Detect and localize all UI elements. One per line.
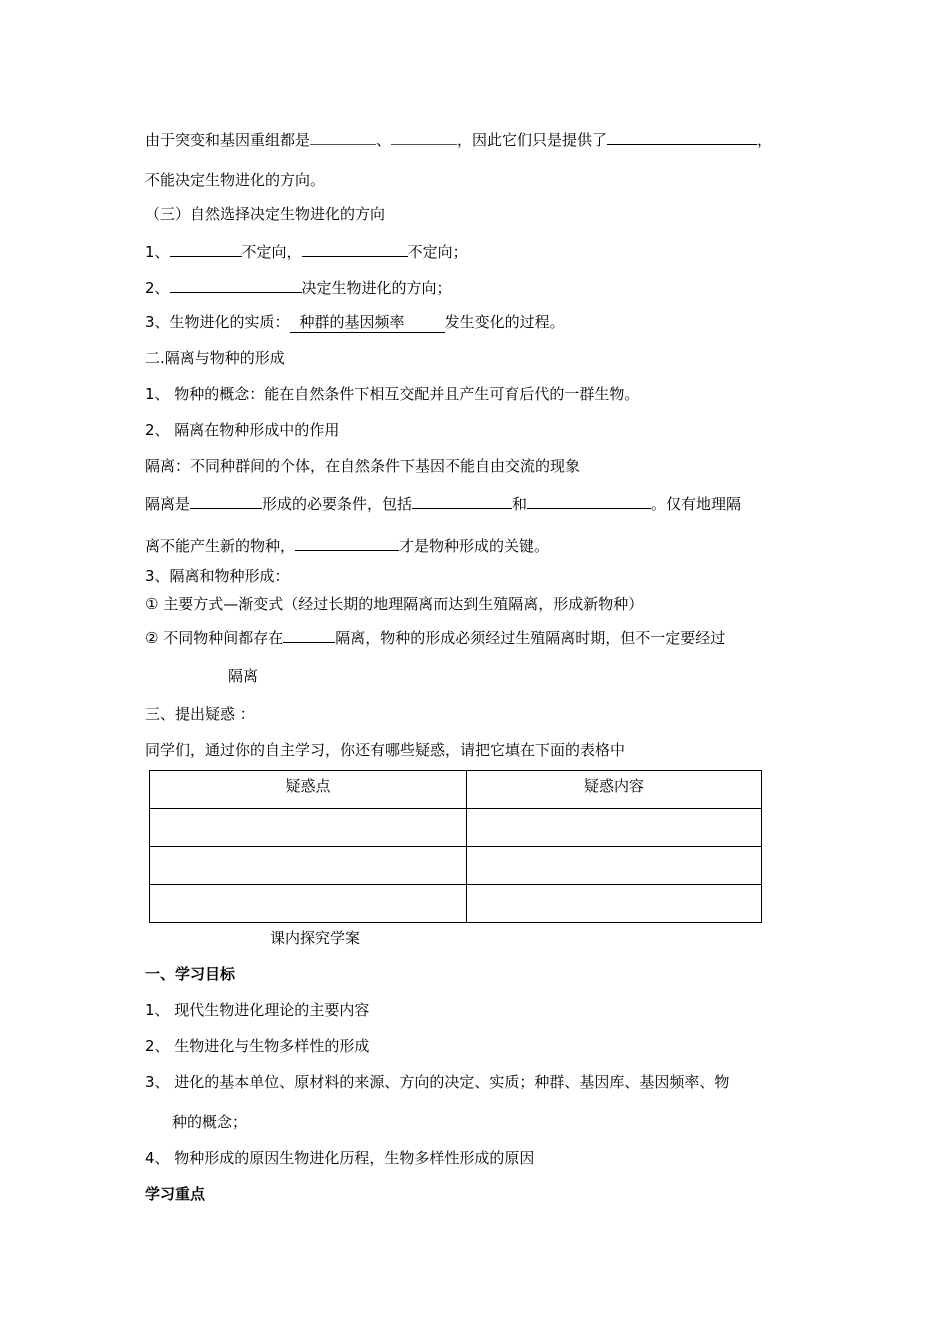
table-row xyxy=(150,847,762,885)
fill-blank[interactable] xyxy=(190,492,262,509)
text-line xyxy=(145,492,741,514)
text: ② 不同物种间都存在 xyxy=(145,629,284,647)
text: 、 xyxy=(376,131,392,149)
text: 1、 xyxy=(145,243,170,261)
fill-blank[interactable] xyxy=(412,492,512,509)
text: 3、生物进化的实质： xyxy=(145,313,290,331)
fill-blank[interactable] xyxy=(302,240,408,257)
text: 决定生物进化的方向； xyxy=(301,279,452,297)
text: 隔离，物种的形成必须经过生殖隔离时期，但不一定要经过 xyxy=(335,629,726,647)
text: 2、 xyxy=(145,279,170,297)
fill-blank[interactable] xyxy=(170,276,302,293)
doubts-table xyxy=(149,770,762,923)
text: 隔离是 xyxy=(145,495,191,513)
text-line: 3、隔离和物种形成： xyxy=(145,567,290,585)
fill-blank[interactable] xyxy=(170,240,242,257)
fill-blank[interactable] xyxy=(295,534,399,551)
fill-blank[interactable] xyxy=(391,128,457,145)
section-heading: 学习重点 xyxy=(145,1185,206,1203)
text-line: 隔离：不同种群间的个体，在自然条件下基因不能自由交流的现象 xyxy=(145,457,581,475)
table-cell[interactable] xyxy=(150,809,467,847)
text: 才是物种形成的关键。 xyxy=(399,537,550,555)
text: 离不能产生新的物种， xyxy=(145,537,296,555)
fill-blank[interactable] xyxy=(607,128,757,145)
underlined-answer: 种群的基因频率 xyxy=(290,313,445,333)
fill-blank[interactable] xyxy=(527,492,651,509)
table-cell[interactable] xyxy=(467,847,762,885)
table-cell[interactable] xyxy=(467,809,762,847)
text: 不定向； xyxy=(407,243,468,261)
text-line: 1、 现代生物进化理论的主要内容 xyxy=(145,1001,370,1019)
text-line: 3、 进化的基本单位、原材料的来源、方向的决定、实质；种群、基因库、基因频率、物 xyxy=(145,1073,730,1091)
text: 和 xyxy=(512,495,528,513)
column-header: 疑惑内容 xyxy=(467,771,762,809)
fill-blank[interactable] xyxy=(283,626,335,643)
text-line xyxy=(145,276,452,298)
section-heading: 三、提出疑惑 ： xyxy=(145,705,255,723)
table-header-row xyxy=(150,771,762,809)
section-heading: （三）自然选择决定生物进化的方向 xyxy=(145,205,386,223)
table-cell[interactable] xyxy=(467,885,762,923)
text: ，因此它们只是提供了 xyxy=(457,131,608,149)
text: 形成的必要条件，包括 xyxy=(262,495,413,513)
text-line: 同学们，通过你的自主学习，你还有哪些疑惑，请把它填在下面的表格中 xyxy=(145,741,626,759)
text-line: 不能决定生物进化的方向。 xyxy=(145,171,326,189)
text: 。仅有地理隔 xyxy=(651,495,742,513)
text-line: 2、 生物进化与生物多样性的形成 xyxy=(145,1037,370,1055)
text-line: 1、 物种的概念：能在自然条件下相互交配并且产生可育后代的一群生物。 xyxy=(145,385,640,403)
text-line: 4、 物种形成的原因生物进化历程，生物多样性形成的原因 xyxy=(145,1149,535,1167)
text-line xyxy=(145,534,549,556)
caption: 课内探究学案 xyxy=(270,929,361,947)
table-cell[interactable] xyxy=(150,847,467,885)
section-heading: 二.隔离与物种的形成 xyxy=(145,349,285,367)
text-line: 2、 隔离在物种形成中的作用 xyxy=(145,421,340,439)
column-header: 疑惑点 xyxy=(150,771,467,809)
text-line: 种的概念； xyxy=(172,1113,248,1131)
table-row xyxy=(150,809,762,847)
text: 不定向， xyxy=(241,243,302,261)
text-line xyxy=(145,128,772,150)
table-row xyxy=(150,885,762,923)
fill-blank[interactable] xyxy=(310,128,376,145)
text-line xyxy=(145,312,565,332)
text-line: 隔离 xyxy=(228,667,259,685)
text: 发生变化的过程。 xyxy=(444,313,565,331)
section-heading: 一、学习目标 xyxy=(145,965,236,983)
text: 由于突变和基因重组都是 xyxy=(145,131,311,149)
text-line xyxy=(145,626,725,648)
text: ， xyxy=(757,131,773,149)
text-line: ① 主要方式—渐变式（经过长期的地理隔离而达到生殖隔离，形成新物种） xyxy=(145,595,644,613)
table-cell[interactable] xyxy=(150,885,467,923)
text-line xyxy=(145,240,468,262)
